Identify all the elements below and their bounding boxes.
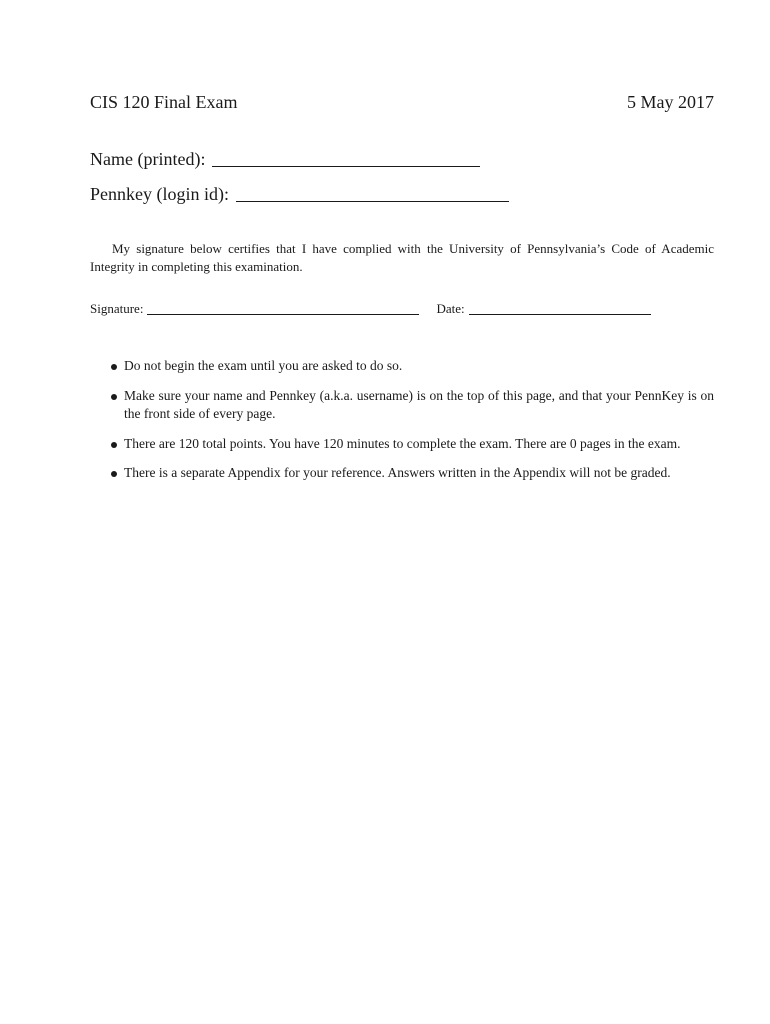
- instruction-text: Make sure your name and Pennkey (a.k.a. username) is on the top of this page, and that your PennKey is on the front side of every page.: [124, 387, 714, 421]
- instruction-text: There is a separate Appendix for your reference. Answers written in the Appendix will not be graded.: [124, 465, 671, 480]
- academic-integrity-statement: My signature below certifies that I have complied with the University of Pennsylvania’s Code of Academic Integrity in completing this examination.: [90, 241, 714, 274]
- pennkey-blank-line[interactable]: [236, 183, 509, 202]
- instructions-list: [90, 357, 714, 494]
- list-item: [90, 357, 714, 376]
- page-header: [90, 90, 714, 114]
- name-field-row: [90, 147, 480, 171]
- list-item: [90, 387, 714, 424]
- list-item: [90, 464, 714, 483]
- course-title: CIS 120 Final Exam: [90, 92, 238, 112]
- date-label: Date:: [436, 301, 465, 316]
- signature-blank-line[interactable]: [147, 300, 419, 315]
- bullet-icon: [111, 394, 117, 400]
- signature-row: [90, 300, 651, 318]
- pennkey-field-row: [90, 182, 509, 206]
- name-label: Name (printed):: [90, 149, 206, 169]
- name-blank-line[interactable]: [212, 148, 480, 167]
- bullet-icon: [111, 364, 117, 370]
- instruction-text: There are 120 total points. You have 120 minutes to complete the exam. There are 0 pages in the exam.: [124, 435, 681, 451]
- pennkey-label: Pennkey (login id):: [90, 184, 229, 204]
- bullet-icon: [111, 442, 117, 448]
- bullet-icon: [111, 471, 117, 477]
- exam-date: 5 May 2017: [627, 92, 714, 112]
- instruction-text: Do not begin the exam until you are asked to do so.: [124, 358, 403, 373]
- list-item: [90, 435, 714, 454]
- signature-label: Signature:: [90, 301, 144, 316]
- date-blank-line[interactable]: [469, 300, 651, 315]
